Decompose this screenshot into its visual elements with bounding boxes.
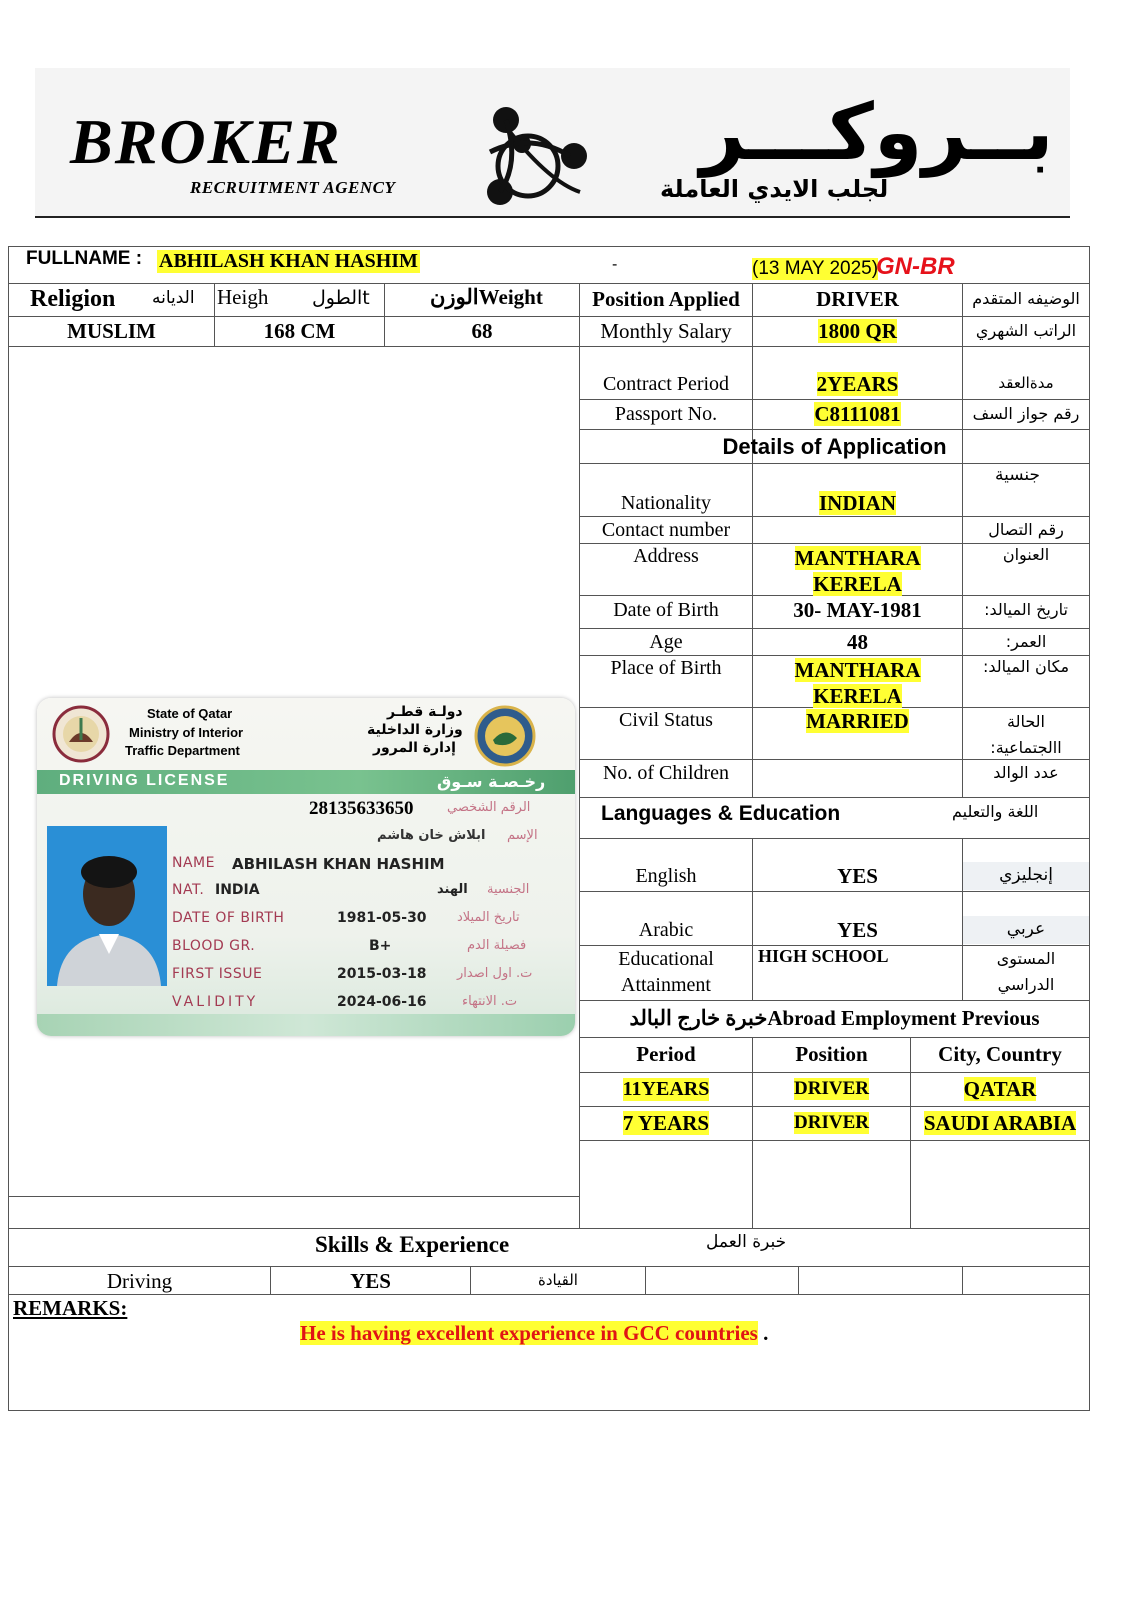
details-heading: Details of Application bbox=[722, 433, 947, 459]
card-state: State of Qatar bbox=[147, 706, 233, 721]
height-value: 168 CM bbox=[263, 318, 336, 343]
photo-background bbox=[47, 826, 167, 986]
civil-status-value: MARRIED bbox=[806, 709, 909, 733]
card-dob-ar: تاريخ الميلاد bbox=[457, 910, 520, 925]
nationality-label: Nationality bbox=[621, 491, 711, 514]
age-value: 48 bbox=[847, 629, 868, 654]
table-row: SAUDI ARABIA bbox=[923, 1110, 1077, 1135]
education-value: HIGH SCHOOL bbox=[758, 946, 889, 966]
card-dept: Traffic Department bbox=[125, 743, 240, 758]
position-applied-value: DRIVER bbox=[816, 286, 899, 311]
pob-label: Place of Birth bbox=[610, 657, 722, 679]
skills-heading: Skills & Experience bbox=[315, 1232, 510, 1257]
col-city-header: City, Country bbox=[938, 1042, 1062, 1067]
religion-label-ar: الديانه bbox=[152, 288, 195, 308]
abroad-employment-heading: خبرة خارج البالدAbroad Employment Previous bbox=[629, 1005, 1040, 1030]
height-label: Heigh bbox=[217, 285, 269, 309]
nationality-ar: جنسية bbox=[995, 465, 1041, 485]
dob-value: 30- MAY-1981 bbox=[793, 597, 922, 622]
languages-ar: اللغة والتعليم bbox=[952, 802, 1039, 821]
driving-label: Driving bbox=[106, 1268, 173, 1293]
broker-logo-icon bbox=[470, 92, 610, 214]
pob-ar: مكان الميالد: bbox=[982, 657, 1070, 676]
card-ministry-ar: وزارة الداخلية bbox=[367, 722, 463, 738]
dob-ar: تاريخ الميالد: bbox=[984, 599, 1068, 619]
card-state-ar: دولـة قطـر bbox=[387, 704, 463, 720]
civil-status-ar: الحالة االجتماعية: bbox=[990, 712, 1062, 757]
card-name: ABHILASH KHAN HASHIM bbox=[232, 855, 445, 873]
card-title-ar: رخـصـة سـوق bbox=[437, 772, 546, 791]
application-date: (13 MAY 2025) bbox=[752, 258, 879, 279]
brand-name-en: BROKER bbox=[70, 106, 342, 177]
card-nat-label: NAT. bbox=[172, 882, 205, 898]
card-dob-label: DATE OF BIRTH bbox=[172, 910, 285, 926]
height-label-ar: الطولt bbox=[312, 287, 370, 309]
card-number-ar: الرقم الشخصي bbox=[447, 800, 531, 815]
pob-value: MANTHARA KERELA bbox=[794, 658, 921, 708]
card-name-ar: ابلاش خان هاشم bbox=[377, 828, 486, 843]
passport-value: C8111081 bbox=[814, 401, 901, 426]
qatar-emblem-icon bbox=[51, 704, 111, 764]
address-value: MANTHARA KERELA bbox=[794, 546, 921, 596]
card-nat-ar-label: الجنسية bbox=[487, 882, 530, 897]
english-value: YES bbox=[837, 863, 878, 888]
contract-period-ar: مدةالعقد bbox=[998, 374, 1054, 393]
education-label: Educational Attainment bbox=[618, 948, 714, 996]
passport-label: Passport No. bbox=[614, 402, 718, 425]
children-label: No. of Children bbox=[602, 761, 730, 784]
monthly-salary-ar: الراتب الشهري bbox=[975, 320, 1077, 340]
card-ministry: Ministry of Interior bbox=[129, 725, 244, 740]
arabic-value: YES bbox=[837, 917, 878, 942]
contact-number-label: Contact number bbox=[601, 518, 731, 541]
card-validity-label: VALIDITY bbox=[172, 994, 259, 1010]
remarks-label: REMARKS: bbox=[13, 1296, 128, 1320]
position-applied-label: Position Applied bbox=[592, 286, 740, 311]
brand-subtitle-ar: لجلب الايدي العاملة bbox=[660, 175, 889, 203]
driving-ar: القيادة bbox=[538, 1271, 578, 1290]
card-name-label: NAME bbox=[172, 855, 215, 871]
card-name-ar-label: الإسم bbox=[507, 828, 538, 843]
card-blood-label: BLOOD GR. bbox=[172, 938, 256, 954]
card-issue-ar: ت. اول اصدار bbox=[457, 966, 533, 981]
card-nat-ar: الهند bbox=[437, 882, 468, 897]
table-row: QATAR bbox=[963, 1076, 1037, 1101]
civil-status-label: Civil Status bbox=[619, 709, 713, 731]
weight-value: 68 bbox=[471, 318, 493, 343]
gcc-emblem-icon bbox=[473, 704, 537, 768]
religion-value: MUSLIM bbox=[67, 318, 156, 343]
education-ar: المستوى الدراسي bbox=[996, 949, 1056, 994]
contract-period-label: Contract Period bbox=[602, 372, 730, 395]
driving-license-card bbox=[37, 698, 575, 1036]
card-nat: INDIA bbox=[215, 882, 260, 898]
card-issue-label: FIRST ISSUE bbox=[172, 966, 263, 982]
weight-label: الوزنWeight bbox=[430, 285, 543, 309]
table-row: DRIVER bbox=[794, 1078, 869, 1100]
age-ar: العمر: bbox=[1005, 631, 1047, 651]
languages-heading: Languages & Education bbox=[601, 802, 841, 825]
nationality-value: INDIAN bbox=[818, 490, 896, 515]
english-label: English bbox=[635, 864, 697, 887]
arabic-ar: عربي bbox=[963, 916, 1089, 944]
brand-subtitle-en: RECRUITMENT AGENCY bbox=[190, 178, 396, 197]
fullname-value: ABHILASH KHAN HASHIM bbox=[159, 250, 418, 272]
card-title: DRIVING LICENSE bbox=[59, 772, 230, 789]
remarks-text: He is having excellent experience in GCC countries . bbox=[300, 1321, 769, 1345]
card-blood-ar: فصيلة الدم bbox=[467, 938, 527, 953]
monthly-salary-label: Monthly Salary bbox=[600, 318, 732, 343]
contact-number-ar: رقم التصال bbox=[988, 519, 1064, 539]
children-ar: عدد الوالد bbox=[993, 762, 1059, 782]
card-validity-ar: ت. الانتهاء bbox=[462, 994, 518, 1009]
address-ar: العنوان bbox=[1002, 545, 1050, 564]
skills-heading-ar: خبرة العمل bbox=[706, 1232, 787, 1252]
card-validity: 2024-06-16 bbox=[337, 994, 427, 1010]
address-label: Address bbox=[633, 545, 699, 567]
table-row: 7 YEARS bbox=[622, 1110, 710, 1135]
age-label: Age bbox=[649, 630, 683, 653]
monthly-salary-value: 1800 QR bbox=[818, 318, 897, 343]
passport-ar: رقم جواز السف bbox=[972, 403, 1080, 423]
position-applied-ar: الوضيفه المتقدم bbox=[972, 288, 1080, 308]
english-ar: إنجليزي bbox=[963, 862, 1089, 890]
dob-label: Date of Birth bbox=[613, 598, 719, 621]
portrait-photo bbox=[47, 826, 167, 986]
card-blood: B+ bbox=[369, 938, 392, 954]
card-dob: 1981-05-30 bbox=[337, 910, 427, 926]
dash-separator: - bbox=[612, 256, 618, 273]
contract-period-value: 2YEARS bbox=[816, 371, 899, 396]
reference-code: GN-BR bbox=[876, 253, 955, 280]
table-row: 11YEARS bbox=[622, 1077, 710, 1100]
card-dept-ar: إدارة المرور bbox=[373, 740, 456, 756]
table-row: DRIVER bbox=[794, 1112, 869, 1134]
card-issue: 2015-03-18 bbox=[337, 966, 427, 982]
brand-name-ar: بــروكـــر bbox=[700, 88, 1054, 178]
col-position-header: Position bbox=[795, 1042, 868, 1067]
religion-label: Religion bbox=[30, 286, 116, 312]
driving-value: YES bbox=[350, 1268, 391, 1293]
fullname-label: FULLNAME : bbox=[26, 248, 143, 269]
col-period-header: Period bbox=[636, 1042, 696, 1067]
arabic-label: Arabic bbox=[638, 918, 694, 941]
card-number: 28135633650 bbox=[309, 798, 414, 819]
